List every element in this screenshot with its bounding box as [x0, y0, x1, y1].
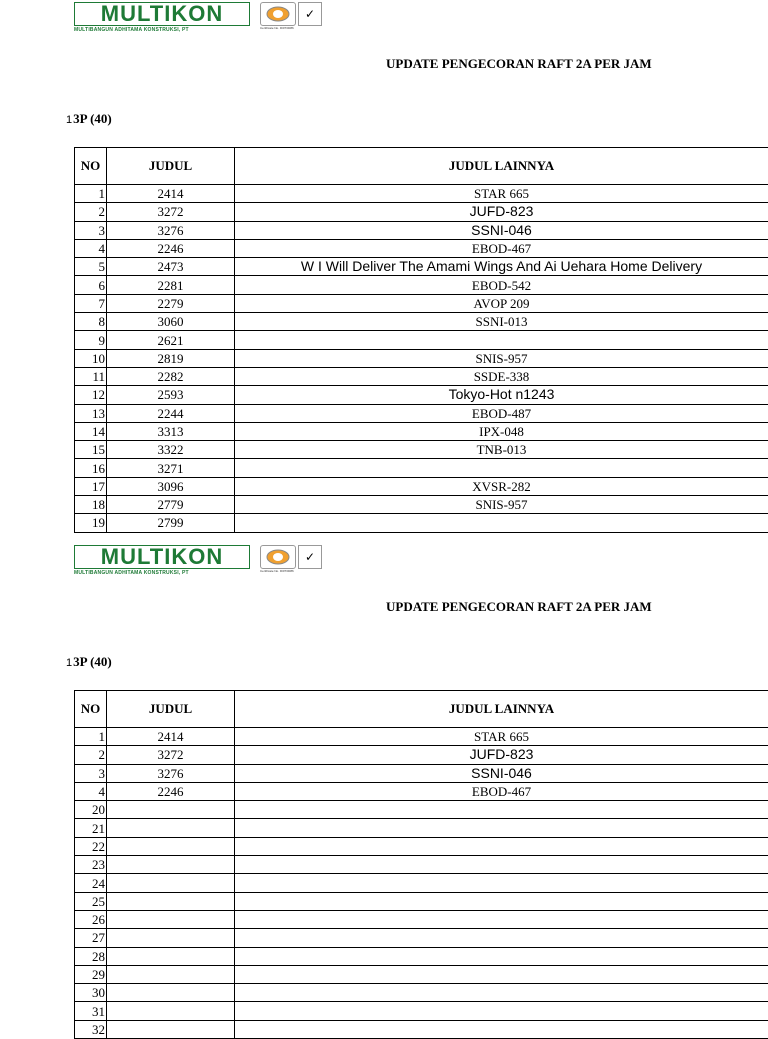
cell-judul-lainnya: SSNI-046 — [235, 221, 768, 239]
cell-no: 7 — [75, 294, 107, 312]
company-logo — [74, 2, 322, 33]
data-table-2 — [74, 690, 768, 1039]
cell-no: 2 — [75, 203, 107, 221]
cell-judul — [107, 874, 235, 892]
page-title: UPDATE PENGECORAN RAFT 2A PER JAM — [386, 56, 652, 72]
cell-judul — [107, 984, 235, 1002]
cert-number: Certificate No. ID07/0086 — [260, 26, 330, 30]
cell-judul-lainnya — [235, 801, 768, 819]
cell-no: 18 — [75, 496, 107, 514]
cell-no: 24 — [75, 874, 107, 892]
cell-judul-lainnya — [235, 1002, 768, 1020]
cell-judul: 3313 — [107, 422, 235, 440]
cell-no: 6 — [75, 276, 107, 294]
cell-judul-lainnya — [235, 910, 768, 928]
page-title: UPDATE PENGECORAN RAFT 2A PER JAM — [386, 599, 652, 615]
cell-no: 15 — [75, 441, 107, 459]
cell-judul-lainnya — [235, 1020, 768, 1038]
table-row — [75, 331, 768, 349]
cell-judul-lainnya — [235, 929, 768, 947]
cell-judul — [107, 892, 235, 910]
table-row — [75, 910, 768, 928]
cell-judul: 2819 — [107, 349, 235, 367]
cell-no: 23 — [75, 856, 107, 874]
cell-judul: 2246 — [107, 782, 235, 800]
table-row — [75, 349, 768, 367]
cell-no: 30 — [75, 984, 107, 1002]
table-row — [75, 203, 768, 221]
cell-no: 2 — [75, 746, 107, 764]
cell-judul: 3060 — [107, 313, 235, 331]
cell-no: 3 — [75, 764, 107, 782]
company-logo — [74, 545, 322, 576]
cell-no: 9 — [75, 331, 107, 349]
checkmark-icon: ✓ — [298, 2, 322, 26]
header-judul-lainnya: JUDUL LAINNYA — [235, 148, 768, 185]
cell-no: 17 — [75, 477, 107, 495]
cell-judul-lainnya: SSNI-046 — [235, 764, 768, 782]
cell-judul-lainnya: SSDE-338 — [235, 367, 768, 385]
logo-wordmark: MULTIKON — [101, 546, 223, 568]
cell-judul-lainnya — [235, 984, 768, 1002]
cell-judul-lainnya — [235, 892, 768, 910]
cell-judul — [107, 929, 235, 947]
table-row — [75, 874, 768, 892]
header-no: NO — [75, 691, 107, 728]
table-row — [75, 239, 768, 257]
cell-judul-lainnya: TNB-013 — [235, 441, 768, 459]
cell-judul-lainnya: AVOP 209 — [235, 294, 768, 312]
cell-judul-lainnya: SSNI-013 — [235, 313, 768, 331]
cell-no: 28 — [75, 947, 107, 965]
table-row — [75, 837, 768, 855]
cell-judul — [107, 965, 235, 983]
cell-judul-lainnya: JUFD-823 — [235, 746, 768, 764]
cell-no: 8 — [75, 313, 107, 331]
table-row — [75, 496, 768, 514]
table-row — [75, 728, 768, 746]
table-row — [75, 313, 768, 331]
table-row — [75, 367, 768, 385]
cell-judul-lainnya: EBOD-487 — [235, 404, 768, 422]
table-row — [75, 819, 768, 837]
table-row — [75, 276, 768, 294]
cell-judul — [107, 910, 235, 928]
logo-wordmark: MULTIKON — [101, 3, 223, 25]
cell-judul-lainnya: Tokyo-Hot n1243 — [235, 386, 768, 404]
cell-no: 26 — [75, 910, 107, 928]
cell-no: 13 — [75, 404, 107, 422]
cell-no: 27 — [75, 929, 107, 947]
certification-badges — [260, 545, 322, 569]
header-judul: JUDUL — [107, 691, 235, 728]
cell-judul-lainnya: IPX-048 — [235, 422, 768, 440]
table-row — [75, 801, 768, 819]
cell-no: 21 — [75, 819, 107, 837]
table-row — [75, 856, 768, 874]
section-subtitle: 13P (40) — [66, 111, 112, 127]
table-row — [75, 746, 768, 764]
cell-judul: 3096 — [107, 477, 235, 495]
cell-judul: 3276 — [107, 221, 235, 239]
cell-no: 12 — [75, 386, 107, 404]
cell-judul-lainnya — [235, 459, 768, 477]
cell-judul-lainnya: XVSR-282 — [235, 477, 768, 495]
cell-no: 1 — [75, 728, 107, 746]
cell-judul: 3272 — [107, 203, 235, 221]
cell-judul-lainnya: STAR 665 — [235, 728, 768, 746]
cell-judul: 2279 — [107, 294, 235, 312]
section-subtitle: 13P (40) — [66, 654, 112, 670]
cell-no: 25 — [75, 892, 107, 910]
table-row — [75, 892, 768, 910]
table-row — [75, 221, 768, 239]
cell-no: 19 — [75, 514, 107, 532]
logo-tagline: MULTIBANGUN ADHITAMA KONSTRUKSI, PT — [74, 570, 252, 576]
cell-no: 4 — [75, 239, 107, 257]
header-no: NO — [75, 148, 107, 185]
table-row — [75, 477, 768, 495]
cell-judul-lainnya — [235, 947, 768, 965]
cell-no: 11 — [75, 367, 107, 385]
cell-no: 32 — [75, 1020, 107, 1038]
cell-judul: 2621 — [107, 331, 235, 349]
cell-no: 22 — [75, 837, 107, 855]
cell-no: 4 — [75, 782, 107, 800]
cell-no: 16 — [75, 459, 107, 477]
cell-judul — [107, 1002, 235, 1020]
table-row — [75, 294, 768, 312]
cell-judul: 3271 — [107, 459, 235, 477]
cell-judul: 2282 — [107, 367, 235, 385]
table-row — [75, 1020, 768, 1038]
table-row — [75, 422, 768, 440]
sgs-badge-icon — [260, 545, 296, 569]
cell-no: 20 — [75, 801, 107, 819]
table-row — [75, 459, 768, 477]
cell-judul-lainnya: STAR 665 — [235, 185, 768, 203]
cell-judul-lainnya: EBOD-542 — [235, 276, 768, 294]
cell-judul-lainnya — [235, 837, 768, 855]
cell-no: 14 — [75, 422, 107, 440]
cell-judul — [107, 819, 235, 837]
cell-judul-lainnya: EBOD-467 — [235, 782, 768, 800]
cell-no: 1 — [75, 185, 107, 203]
header-judul-lainnya: JUDUL LAINNYA — [235, 691, 768, 728]
table-row — [75, 984, 768, 1002]
cell-judul-lainnya — [235, 874, 768, 892]
cell-judul-lainnya: JUFD-823 — [235, 203, 768, 221]
table-row — [75, 514, 768, 532]
data-table-1 — [74, 147, 768, 533]
table-row — [75, 185, 768, 203]
cell-judul: 3272 — [107, 746, 235, 764]
cell-no: 5 — [75, 258, 107, 276]
cell-no: 31 — [75, 1002, 107, 1020]
cell-judul — [107, 856, 235, 874]
table-row — [75, 965, 768, 983]
cell-no: 29 — [75, 965, 107, 983]
cell-judul-lainnya: SNIS-957 — [235, 349, 768, 367]
cell-judul: 2593 — [107, 386, 235, 404]
checkmark-icon: ✓ — [298, 545, 322, 569]
logo-tagline: MULTIBANGUN ADHITAMA KONSTRUKSI, PT — [74, 27, 252, 33]
cell-judul-lainnya — [235, 514, 768, 532]
cell-judul-lainnya: W I Will Deliver The Amami Wings And Ai Uehara Home Delivery — [235, 258, 768, 276]
cell-judul: 3322 — [107, 441, 235, 459]
cell-judul — [107, 1020, 235, 1038]
table-row — [75, 782, 768, 800]
cell-judul — [107, 801, 235, 819]
cell-judul: 2414 — [107, 185, 235, 203]
sgs-badge-icon — [260, 2, 296, 26]
table-row — [75, 258, 768, 276]
cell-no: 3 — [75, 221, 107, 239]
cell-judul: 3276 — [107, 764, 235, 782]
cell-judul: 2246 — [107, 239, 235, 257]
table-row — [75, 947, 768, 965]
cell-no: 10 — [75, 349, 107, 367]
table-row — [75, 404, 768, 422]
certification-badges — [260, 2, 322, 26]
cell-judul-lainnya: EBOD-467 — [235, 239, 768, 257]
cell-judul: 2779 — [107, 496, 235, 514]
table-row — [75, 764, 768, 782]
cell-judul — [107, 947, 235, 965]
cell-judul-lainnya — [235, 331, 768, 349]
cell-judul — [107, 837, 235, 855]
cert-number: Certificate No. ID07/0086 — [260, 569, 330, 573]
cell-judul-lainnya — [235, 856, 768, 874]
cell-judul: 2244 — [107, 404, 235, 422]
cell-judul-lainnya — [235, 819, 768, 837]
cell-judul: 2414 — [107, 728, 235, 746]
table-row — [75, 386, 768, 404]
cell-judul-lainnya: SNIS-957 — [235, 496, 768, 514]
cell-judul: 2281 — [107, 276, 235, 294]
cell-judul: 2799 — [107, 514, 235, 532]
cell-judul-lainnya — [235, 965, 768, 983]
cell-judul: 2473 — [107, 258, 235, 276]
table-row — [75, 929, 768, 947]
header-judul: JUDUL — [107, 148, 235, 185]
table-row — [75, 441, 768, 459]
table-row — [75, 1002, 768, 1020]
